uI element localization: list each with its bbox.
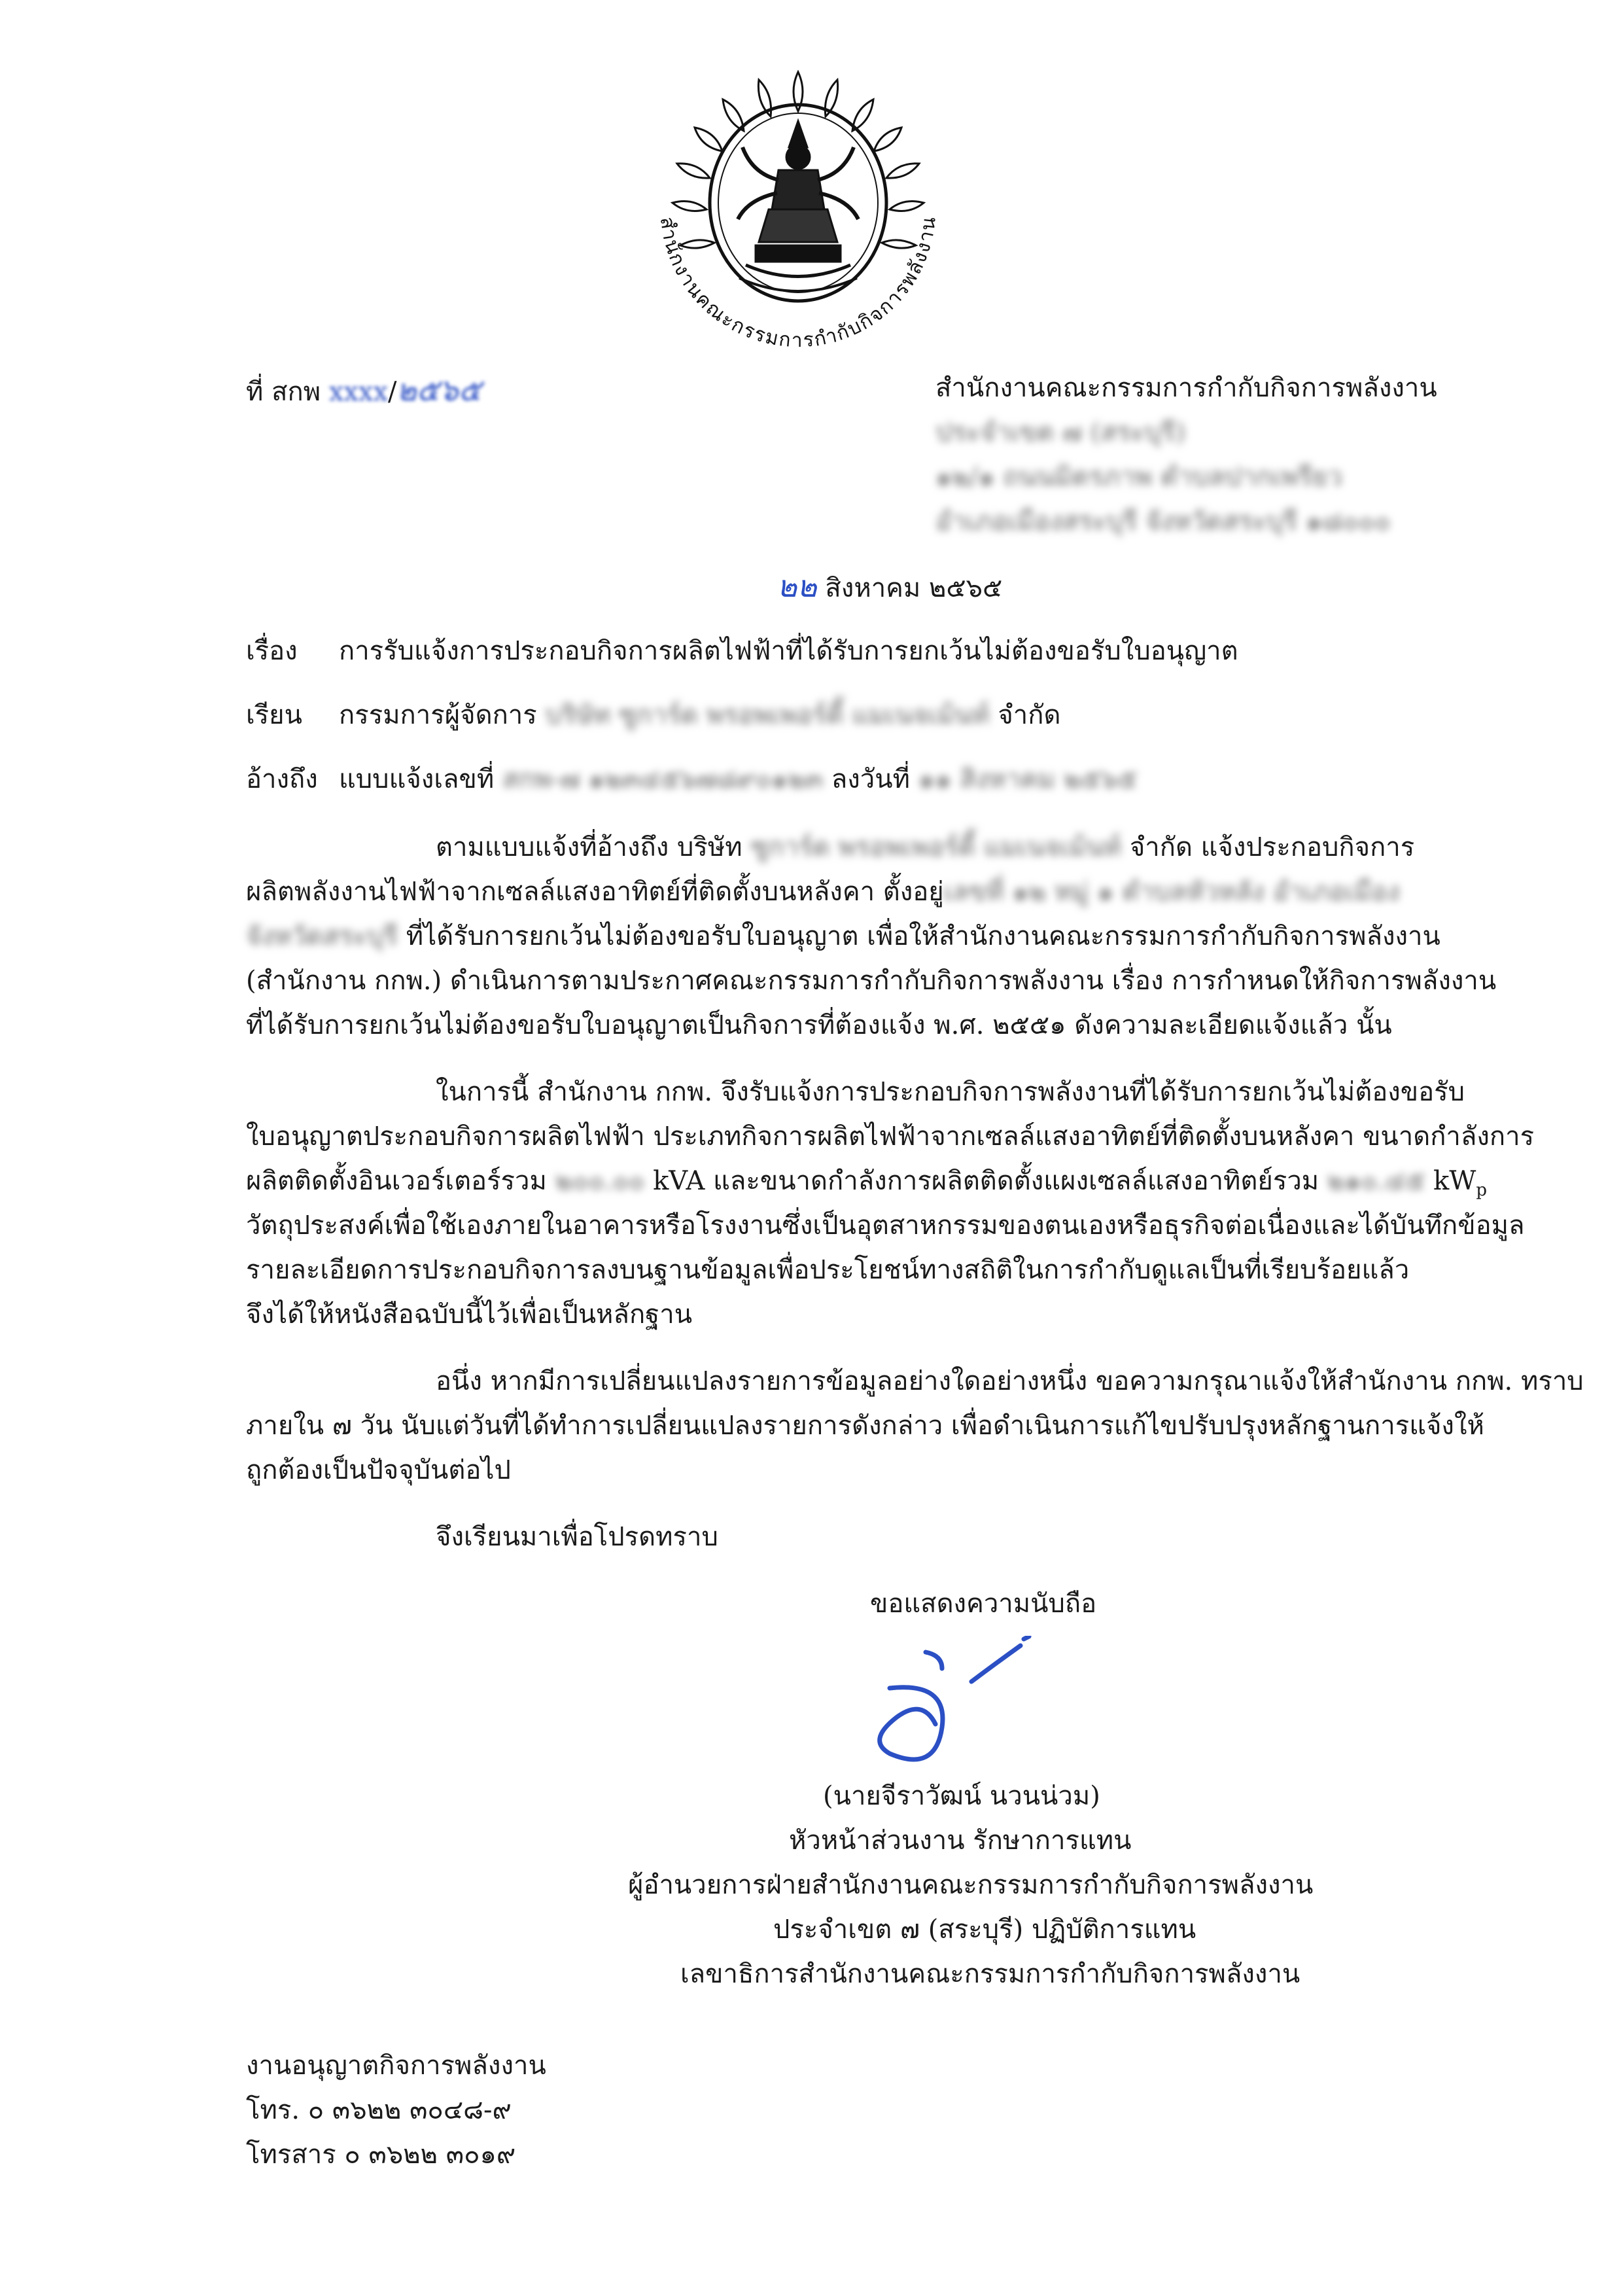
- letter-date: [777, 563, 1002, 610]
- emblem-ring-text: สำนักงานคณะกรรมการกำกับกิจการพลังงาน: [655, 215, 941, 353]
- company-redacted: บริษัท ซูการ์ด พรอพเพอร์ตี้ แมเนจเม้นท์: [545, 700, 990, 730]
- footer-fax: โทรสาร ๐ ๓๖๒๒ ๓๐๑๙: [246, 2140, 516, 2170]
- subject-label: เรื่อง: [246, 636, 298, 666]
- p2-l3-a: ผลิตติดตั้งอินเวอร์เตอร์รวม: [246, 1166, 547, 1196]
- p2-l3-b: kVA และขนาดกำลังการผลิตติดตั้งแผงเซลล์แสงอาทิตย์รวม: [653, 1166, 1319, 1196]
- address-line-1: [935, 411, 1185, 453]
- regards: ขอแสดงความนับถือ: [870, 1589, 1097, 1619]
- address-line-2: [935, 455, 1342, 497]
- ref-year-handwritten: ๒๕๖๕: [396, 372, 481, 408]
- p2-line-2: ใบอนุญาตประกอบกิจการผลิตไฟฟ้า ประเภทกิจการผลิตไฟฟ้าจากเซลล์แสงอาทิตย์ที่ติดตั้งบนหลังคา ขนาดกำลังการ: [246, 1122, 1535, 1152]
- p1-l1-b: จำกัด แจ้งประกอบกิจการ: [1129, 832, 1415, 862]
- reference-label: อ้างถึง: [246, 764, 318, 794]
- reference-prefix: แบบแจ้งเลขที่: [339, 764, 495, 794]
- address-redacted-1: ประจำเขต ๗ (สระบุรี): [935, 417, 1186, 448]
- p1-line-5: ที่ได้รับการยกเว้นไม่ต้องขอรับใบอนุญาตเป็นกิจการที่ต้องแจ้ง พ.ศ. ๒๕๕๑ ดังความละเอียดแจ้งแล้ว นั้น: [246, 1010, 1392, 1040]
- signatory-title-4: เลขาธิการสำนักงานคณะกรรมการกำกับกิจการพลังงาน: [680, 1959, 1300, 1989]
- signature-image: [864, 1636, 1047, 1786]
- ref-number-redacted: xxxx: [328, 377, 389, 407]
- reference-date-redacted: ๑๑ สิงหาคม ๒๕๖๕: [918, 764, 1138, 794]
- to-label: เรียน: [246, 700, 302, 730]
- ref-slash: /: [388, 377, 397, 407]
- to-line: [339, 694, 1060, 735]
- to-prefix: กรรมการผู้จัดการ: [339, 700, 537, 730]
- p1-location-redacted: เลขที่ ๑๒ หมู่ ๑ ตำบลหัวหลัง อำเภอเมือง: [943, 877, 1400, 907]
- address-redacted-2: ๑๒/๑ ถนนมิตรภาพ ตำบลปากเพรียว: [935, 462, 1342, 492]
- p1-line-2: [246, 870, 1400, 912]
- address-redacted-3: อำเภอเมืองสระบุรี จังหวัดสระบุรี ๑๘๐๐๐: [935, 506, 1391, 537]
- p1-line-3: [246, 915, 1440, 957]
- date-day-handwritten: ๒๒: [777, 569, 817, 604]
- reference-line: [339, 758, 1137, 800]
- p1-l1-a: ตามแบบแจ้งที่อ้างถึง บริษัท: [436, 832, 742, 862]
- reference-number: [246, 366, 481, 414]
- unit-kw-sub: p: [1476, 1180, 1488, 1200]
- p3-line-3: ถูกต้องเป็นปัจจุบันต่อไป: [246, 1455, 511, 1485]
- footer-tel: โทร. ๐ ๓๖๒๒ ๓๐๔๘-๙: [246, 2095, 512, 2125]
- p2-line-6: จึงได้ให้หนังสือฉบับนี้ไว้เพื่อเป็นหลักฐาน: [246, 1299, 693, 1330]
- p3-line-2: ภายใน ๗ วัน นับแต่วันที่ได้ทำการเปลี่ยนแปลงรายการดังกล่าว เพื่อดำเนินการแก้ไขปรับปรุงหลักฐานการแจ้งให้: [246, 1411, 1484, 1441]
- p2-line-1: ในการนี้ สำนักงาน กกพ. จึงรับแจ้งการประกอบกิจการพลังงานที่ได้รับการยกเว้นไม่ต้องขอรับ: [436, 1077, 1465, 1107]
- p1-l2-a: ผลิตพลังงานไฟฟ้าจากเซลล์แสงอาทิตย์ที่ติดตั้งบนหลังคา ตั้งอยู่: [246, 877, 944, 907]
- to-suffix: จำกัด: [998, 700, 1061, 730]
- ref-prefix: ที่ สกพ: [246, 377, 321, 407]
- p2-line-4: วัตถุประสงค์เพื่อใช้เองภายในอาคารหรือโรงงานซึ่งเป็นอุตสาหกรรมของตนเองหรือธุรกิจต่อเนื่องและได้บันทึกข้อมูล: [246, 1210, 1525, 1241]
- subject-text: การรับแจ้งการประกอบกิจการผลิตไฟฟ้าที่ได้รับการยกเว้นไม่ต้องขอรับใบอนุญาต: [339, 636, 1238, 666]
- p1-line-4: (สำนักงาน กกพ.) ดำเนินการตามประกาศคณะกรรมการกำกับกิจการพลังงาน เรื่อง การกำหนดให้กิจการพลังงาน: [246, 966, 1497, 996]
- signatory-title-2: ผู้อำนวยการฝ่ายสำนักงานคณะกรรมการกำกับกิจการพลังงาน: [628, 1870, 1314, 1900]
- agency-name: สำนักงานคณะกรรมการกำกับกิจการพลังงาน: [935, 373, 1437, 403]
- date-month-year: สิงหาคม ๒๕๖๕: [825, 573, 1003, 603]
- p2-line-3: [246, 1159, 1487, 1201]
- signatory-title-1: หัวหน้าส่วนงาน รักษาการแทน: [789, 1826, 1132, 1856]
- inverter-capacity-redacted: ๒๐๐.๐๐: [555, 1166, 645, 1196]
- footer-unit: งานอนุญาตกิจการพลังงาน: [246, 2051, 546, 2081]
- unit-kw: kW: [1433, 1166, 1476, 1196]
- p1-l3-a: ที่ได้รับการยกเว้นไม่ต้องขอรับใบอนุญาต เพื่อให้สำนักงานคณะกรรมการกำกับกิจการพลังงาน: [406, 921, 1440, 951]
- deity-seal-icon: [615, 59, 981, 366]
- agency-emblem: [615, 59, 981, 366]
- p2-line-5: รายละเอียดการประกอบกิจการลงบนฐานข้อมูลเพื่อประโยชน์ทางสถิติในการกำกับดูแลเป็นที่เรียบร้อยแล้ว: [246, 1255, 1410, 1285]
- closing-line: จึงเรียนมาเพื่อโปรดทราบ: [436, 1522, 718, 1552]
- p1-company-redacted: ซูการ์ด พรอพเพอร์ตี้ แมเนจเม้นท์: [750, 832, 1122, 862]
- signatory-title-3: ประจำเขต ๗ (สระบุรี) ปฏิบัติการแทน: [773, 1915, 1196, 1945]
- p1-province-redacted: จังหวัดสระบุรี: [246, 921, 398, 951]
- signatory-name: (นายจีราวัฒน์ นวนน่วม): [823, 1781, 1100, 1811]
- reference-number-redacted: สกพ-๗ ๑๒๓๔๕๖๗๘๙๐๑๒๓: [502, 764, 824, 794]
- panel-capacity-redacted: ๒๑๐.๔๕: [1327, 1166, 1425, 1196]
- reference-date-label: ลงวันที่: [831, 764, 910, 794]
- p1-line-1: [436, 826, 1414, 868]
- p3-line-1: อนึ่ง หากมีการเปลี่ยนแปลงรายการข้อมูลอย่างใดอย่างหนึ่ง ขอความกรุณาแจ้งให้สำนักงาน กกพ. ทราบ: [436, 1366, 1584, 1396]
- address-line-3: [935, 500, 1390, 542]
